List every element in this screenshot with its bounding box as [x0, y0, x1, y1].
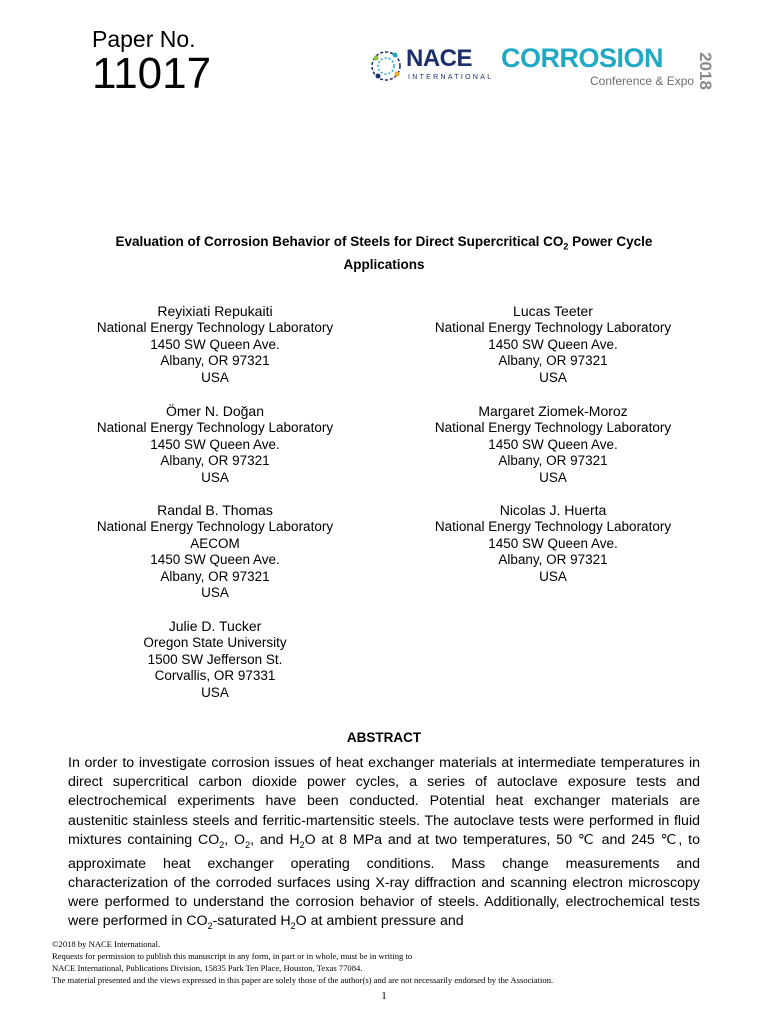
author-affiliation: National Energy Technology Laboratory	[434, 519, 672, 534]
author-block	[55, 502, 375, 602]
author-street: 1450 SW Queen Ave.	[150, 336, 280, 352]
footer-line: The material presented and the views expressed in this paper are solely those of the author(s) and are not necessarily endorsed by the Association.	[52, 975, 554, 985]
author-country: USA	[539, 568, 567, 584]
author-affiliation: National Energy Technology Laboratory	[434, 320, 672, 335]
logo-event: CORROSION	[501, 43, 664, 73]
paper-number: 11017	[92, 49, 212, 98]
logo-org: NACE	[406, 45, 473, 72]
logo-year: 2018	[695, 52, 715, 90]
author-name: Randal B. Thomas	[157, 502, 273, 518]
logo-event-sub: Conference & Expo	[590, 74, 695, 88]
title-subscript: 2	[563, 241, 569, 252]
author-country: USA	[539, 469, 567, 485]
author-affiliation: Oregon State University	[143, 635, 287, 650]
subscript: 2	[290, 921, 296, 932]
author-city: Albany, OR 97321	[498, 552, 608, 567]
author-street: 1450 SW Queen Ave.	[488, 535, 618, 551]
paper-title	[60, 233, 708, 274]
author-country: USA	[201, 585, 229, 600]
author-block	[55, 403, 375, 486]
abstract-text: O at ambient pressure and	[295, 913, 464, 930]
author-city: Albany, OR 97321	[160, 453, 270, 468]
author-street: 1450 SW Queen Ave.	[150, 436, 280, 452]
abstract-text: , and H	[250, 831, 300, 848]
author-name: Margaret Ziomek-Moroz	[478, 403, 628, 419]
author-name: Lucas Teeter	[513, 303, 593, 319]
author-affiliation: National Energy Technology Laboratory	[96, 420, 334, 435]
footer-line: ©2018 by NACE International.	[52, 939, 161, 949]
author-name: Reyixiati Repukaiti	[157, 303, 273, 319]
author-name: Julie D. Tucker	[168, 618, 262, 634]
author-affiliation: National Energy Technology Laboratory	[434, 420, 672, 435]
author-country: USA	[201, 469, 229, 485]
subscript: 2	[207, 921, 213, 932]
page-number: 1	[381, 990, 387, 1002]
copyright-footer	[52, 938, 553, 986]
author-city: Albany, OR 97321	[498, 353, 608, 368]
author-block	[393, 502, 713, 585]
subscript: 2	[245, 839, 251, 850]
author-company: AECOM	[190, 535, 240, 551]
nace-globe-icon	[368, 46, 404, 86]
abstract-text: -saturated H	[212, 913, 291, 930]
author-block	[55, 303, 375, 386]
author-block	[55, 618, 375, 701]
author-country: USA	[201, 684, 229, 700]
author-street: 1450 SW Queen Ave.	[488, 436, 618, 452]
author-block	[393, 403, 713, 486]
author-city: Albany, OR 97321	[160, 568, 270, 584]
author-city: Corvallis, OR 97331	[154, 668, 276, 683]
abstract-heading: ABSTRACT	[346, 730, 422, 745]
author-country: USA	[539, 369, 567, 385]
nace-corrosion-logo	[368, 42, 720, 92]
abstract-text: O at 8 MPa and at two temperatures, 50 ℃ and 245 ℃, to approximate heat exchanger operating conditions. Mass change measurements and characterization of the corroded surfaces using X-ray diffraction and scanning electron microscopy were performed to understand the corrosion behavior of steels. Additionally, electrochemical tests were performed in CO	[68, 831, 701, 930]
footer-line: NACE International, Publications Division, 15835 Park Ten Place, Houston, Texas 77084.	[52, 963, 363, 973]
abstract-text: In order to investigate corrosion issues of heat exchanger materials at intermediate temperatures in direct supercritical carbon dioxide power cycles, a series of autoclave exposure tests and electrochemical experiments have been conducted. Potential heat exchanger materials are austenitic stainless steels and ferritic-martensitic steels. The autoclave tests were performed in fluid mixtures containing CO	[68, 755, 700, 848]
abstract-text: , O	[224, 831, 246, 848]
author-street: 1450 SW Queen Ave.	[488, 336, 618, 352]
title-line1-pre: Evaluation of Corrosion Behavior of Steels for Direct Supercritical CO	[115, 234, 564, 249]
title-line1-post: Power Cycle	[568, 234, 653, 249]
abstract-body	[68, 754, 700, 936]
author-city: Albany, OR 97321	[498, 453, 608, 468]
footer-line: Requests for permission to publish this manuscript in any form, in part or in whole, must be in writing to	[52, 951, 413, 961]
subscript: 2	[299, 839, 305, 850]
author-street: 1500 SW Jefferson St.	[147, 651, 283, 667]
author-street: 1450 SW Queen Ave.	[150, 552, 280, 567]
author-block	[393, 303, 713, 386]
author-affiliation: National Energy Technology Laboratory	[96, 320, 334, 335]
title-line2: Applications	[343, 256, 425, 272]
logo-org-sub: INTERNATIONAL	[408, 74, 494, 81]
author-country: USA	[201, 369, 229, 385]
subscript: 2	[219, 839, 225, 850]
paper-label: Paper No.	[92, 26, 196, 52]
author-city: Albany, OR 97321	[160, 353, 270, 368]
author-name: Nicolas J. Huerta	[499, 502, 607, 518]
author-name: Ömer N. Doğan	[165, 403, 265, 419]
author-affiliation: National Energy Technology Laboratory	[96, 519, 334, 534]
